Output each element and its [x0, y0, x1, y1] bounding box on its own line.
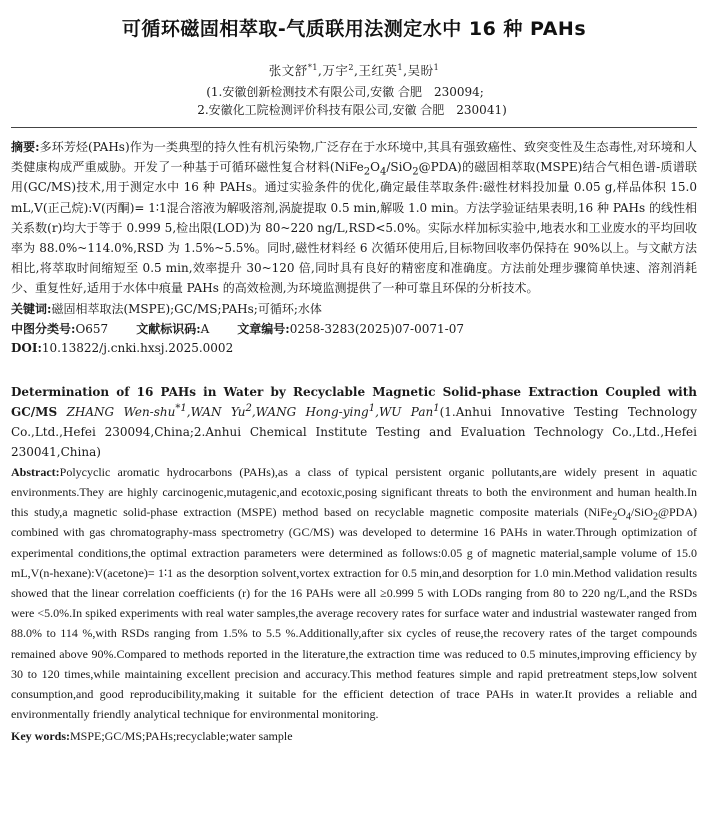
author-list: 张文舒$^{*1}$,万宇$^2$,王红英$^1$,吴盼$^1$ — [268, 62, 440, 78]
doc-code-label: 文献标识码: — [136, 321, 201, 336]
author-marker: 1 — [433, 402, 440, 414]
author-name: 吴盼 — [407, 63, 434, 78]
paper-title: 可循环磁固相萃取-气质联用法测定水中 16 种 PAHs — [121, 18, 587, 40]
subscript: 2 — [652, 511, 658, 523]
keywords-text: 磁固相萃取法(MSPE);GC/MS;PAHs;可循环;水体 — [51, 301, 322, 316]
keywords-label: Key words: — [11, 729, 70, 744]
author-marker: 2 — [348, 62, 354, 72]
doc-code-value: A — [200, 321, 210, 336]
keywords-label: 关键词: — [11, 301, 52, 316]
abstract-text: Polycyclic aromatic hydrocarbons (PAHs),as a class of typical persistent organic pollutants,are widely present in aquatic environments.They are highly carcinogenic,mutagenic,and ecotoxic,posing significant threats to both the environment and human health.In this study,a magnetic solid-phase extraction (MSPE) method based on recyclable magnetic composite materials (NiFe — [11, 464, 697, 520]
abstract-label: 摘要: — [11, 140, 40, 154]
doi-label: DOI: — [11, 340, 42, 355]
abstract-text: /SiO — [630, 505, 653, 520]
affiliation-line: 2.安徽化工院检测评价科技有限公司,安徽 合肥 230041) — [197, 103, 507, 117]
abstract-text: 多环芳烃(PAHs)作为一类典型的持久性有机污染物,广泛存在于水环境中,其具有强致癌性、致突变性及生态毒性,对环境和人类健康构成严重威胁。开发了一种基于可循环磁性复合材料(NiFe — [11, 140, 697, 175]
subscript: 4 — [379, 166, 387, 178]
author-name: 万宇 — [322, 63, 349, 78]
subscript: 2 — [612, 511, 618, 523]
keywords-text: MSPE;GC/MS;PAHs;recyclable;water sample — [70, 729, 293, 744]
chinese-abstract — [11, 137, 697, 299]
abstract-text: @PDA) combined with gas chromatography-mass spectrometry (GC/MS) was developed to determine 16 PAHs in water.Through optimization of experimental conditions,the optimal extraction parameters were determined as follows:0.05 g of magnetic material,sample volume of 15.0 mL,V(n-hexane):V(acetone)= 1∶1 as the desorption solvent,vortex extraction for 0.5 min,and desorption for 1.0 min.Method validation results showed that the linear correlation coefficients (r) for the 16 PAHs were all ≥0.999 5 with LODs ranging from 80 to 220 ng/L,and the RSDs were <5.0%.In spiked experiments with real water samples,the average recovery rates for surface water and industrial wastewater ranged from 88.0% to 114 %,with RSDs ranging from 1.5% to 5.5 %.Additionally,after six cycles of reuse,the recovery rates of the target compounds remained above 90%.Compared to methods reported in the literature,the extraction time was reduced to 0.5 minutes,improving efficiency by 30 to 120 times,while maintaining excellent precision and accuracy.This method features simple and rapid pretreatment steps,low solvent consumption,and good reproducibility,making it suitable for the efficient detection of trace PAHs in water.It provides a reliable and environmentally friendly analytical technique for environmental monitoring. — [11, 505, 697, 722]
author-name: WU Pan — [378, 404, 434, 419]
doi-value: 10.13822/j.cnki.hxsj.2025.0002 — [41, 340, 234, 355]
english-header — [11, 382, 697, 462]
english-title: Determination of 16 PAHs in Water by Recyclable Magnetic Solid-phase Extraction Coupled with GC/MS — [11, 384, 697, 419]
subscript: 4 — [625, 511, 631, 523]
english-keywords — [11, 726, 697, 746]
article-number-label: 文章编号: — [237, 321, 290, 336]
article-number-value: 0258-3283(2025)07-0071-07 — [289, 321, 464, 336]
english-affiliations: (1.Anhui Innovative Testing Technology Co.,Ltd.,Hefei 230094,China;2.Anhui Chemical Institute Testing and Evaluation Technology Co.,Ltd.,Hefei 230041,China) — [11, 404, 697, 459]
author-marker: 2 — [245, 402, 252, 414]
subscript: 2 — [363, 166, 371, 178]
abstract-text: O — [617, 505, 626, 520]
chinese-keywords — [11, 299, 697, 319]
english-abstract — [11, 462, 697, 725]
author-name: WAN Yu — [190, 404, 246, 419]
author-marker: 1 — [368, 402, 376, 414]
header-divider — [11, 127, 697, 128]
author-name: ZHANG Wen-shu — [66, 404, 176, 419]
author-marker: *1 — [307, 62, 318, 72]
author-marker: 1 — [397, 62, 404, 72]
abstract-text: O — [370, 160, 380, 175]
affiliation-line: (1.安徽创新检测技术有限公司,安徽 合肥 230094; — [206, 85, 484, 99]
subscript: 2 — [412, 166, 419, 178]
author-marker: *1 — [175, 402, 187, 414]
abstract-text: @PDA)的磁固相萃取(MSPE)结合气相色谱-质谱联用(GC/MS)技术,用于测定水中 16 种 PAHs。通过实验条件的优化,确定最佳萃取条件:磁性材料投加量 0.05 g,样品体积 15.0 mL,V(正己烷):V(丙酮)= 1∶1混合溶液为解吸溶剂,涡旋提取 0.5 min,解吸 1.0 min。方法学验证结果表明,16 种 PAHs 的线性相关系数(r)均大于等于 0.999 5,检出限(LOD)为 80~220 ng/L,RSD<5.0%。实际水样加标实验中,地表水和工业废水的平均回收率为 88.0%~114.0%,RSD 为 1.5%~5.5%。同时,磁性材料经 6 次循环使用后,目标物回收率仍保持在 90%以上。与文献方法相比,将萃取时间缩短至 0.5 min,效率提升 30~120 倍,同时具有良好的精密度和准确度。方法前处理步骤简单快速、溶剂消耗少、重复性好,适用于水体中痕量 PAHs 的高效检测,为环境监测提供了一种可靠且环保的分析技术。 — [11, 160, 697, 296]
author-name: 张文舒 — [268, 63, 308, 78]
author-name: 王红英 — [358, 63, 398, 78]
author-marker: 1 — [433, 62, 440, 72]
abstract-text: /SiO — [386, 160, 413, 175]
clc-label: 中图分类号: — [11, 321, 76, 336]
english-authors: ZHANG Wen-shu$^{*1}$,WAN Yu$^2$,WANG Hong-ying$^1$,WU Pan$^1$ — [66, 402, 440, 419]
author-name: WANG Hong-ying — [255, 404, 369, 419]
doi-line — [11, 339, 697, 358]
abstract-label: Abstract: — [11, 464, 60, 479]
classification-line — [11, 319, 697, 339]
clc-value: O657 — [75, 321, 109, 336]
